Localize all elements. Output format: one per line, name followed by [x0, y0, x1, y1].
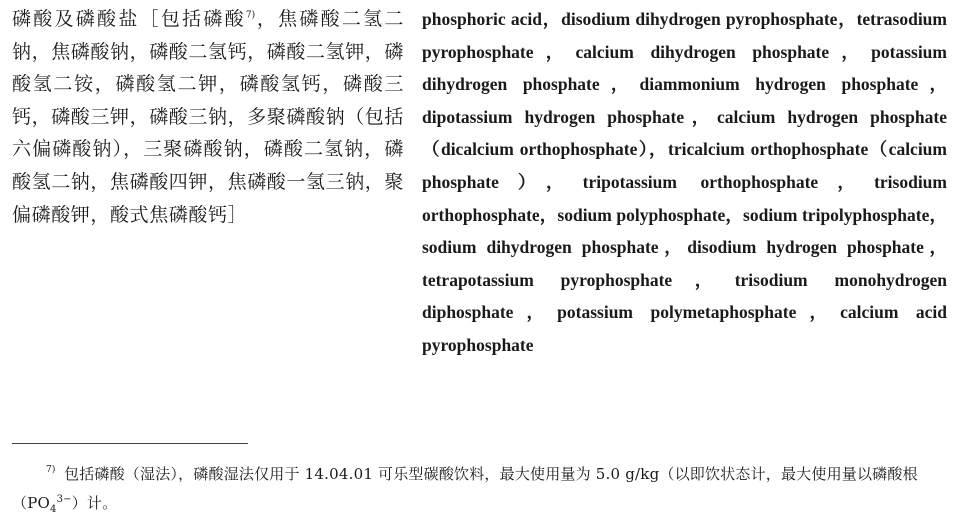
footnote-marker: 7) — [46, 465, 56, 475]
footnote-text-part1: 包括磷酸（湿法），磷酸湿法仅用于 14.04.01 可乐型碳酸饮料，最大使用量为 5.0 g/kg（以即饮状态计，最大使用量以磷酸根（PO — [12, 465, 918, 512]
footnote-superscript: 3− — [56, 494, 72, 505]
footnote-subscript: 4 — [50, 504, 57, 515]
english-additive-name: phosphoric acid，disodium dihydrogen pyrophosphate，tetrasodium pyrophosphate，calcium dihydrogen phosphate，potassium dihydrogen phosphate，diammonium hydrogen phosphate，dipotassium hydrogen phosphate，calcium hydrogen phosphate（dicalcium orthophosphate），tricalcium orthophosphate（calcium phosphate），tripotassium orthophosphate，trisodium orthophosphate，sodium polyphosphate，sodium tripolyphosphate，sodium dihydrogen phosphate，disodium hydrogen phosphate，tetrapotassium pyrophosphate，trisodium monohydrogen diphosphate，potassium polymetaphosphate，calcium acid pyrophosphate — [422, 9, 947, 355]
footnote-reference: 7) — [245, 10, 256, 21]
cn-name-part1: 磷酸及磷酸盐［包括磷酸 — [12, 8, 246, 30]
chinese-additive-name — [12, 3, 404, 231]
cn-name-part2: ，焦磷酸二氢二钠，焦磷酸钠，磷酸二氢钙，磷酸二氢钾，磷酸氢二铵，磷酸氢二钾，磷酸氢钙，磷酸三钙，磷酸三钾，磷酸三钠，多聚磷酸钠（包括六偏磷酸钠），三聚磷酸钠，磷酸二氢钠，磷酸氢二钠，焦磷酸四钾，焦磷酸一氢三钠，聚偏磷酸钾，酸式焦磷酸钙］ — [12, 8, 405, 226]
footnote — [12, 460, 962, 518]
footnote-divider — [12, 443, 248, 444]
footnote-text-part2: ）计。 — [71, 494, 118, 512]
